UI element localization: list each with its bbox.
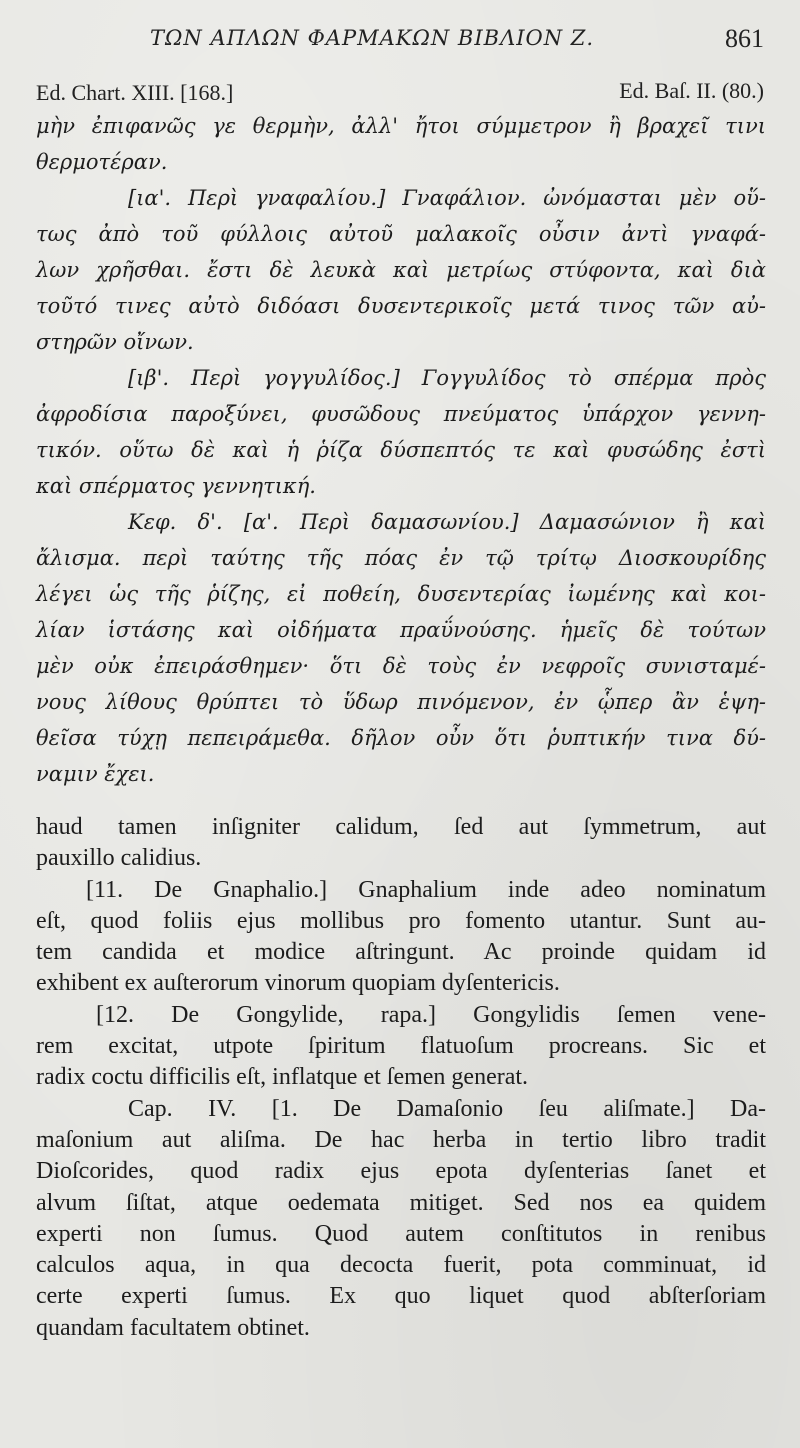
- greek-line: τως ἀπὸ τοῦ φύλλοις αὐτοῦ μαλακοῖς οὖσιν ἀντὶ γναφά-: [36, 222, 766, 246]
- greek-line: τοῦτό τινες αὐτὸ διδόασι δυσεντερικοῖς μετά τινος τῶν αὐ-: [36, 294, 766, 318]
- edition-reference-chartier: Ed. Chart. XIII. [168.]: [36, 80, 234, 105]
- greek-line: μὴν ἐπιφανῶς γε θερμὴν, ἀλλ' ἤτοι σύμμετρον ἢ βραχεῖ τινι: [36, 114, 766, 138]
- greek-line: λων χρῆσθαι. ἔστι δὲ λευκὰ καὶ μετρίως στύφοντα, καὶ διὰ: [36, 258, 766, 282]
- latin-line: radix coctu difficilis eſt, inflatque et ſemen generat.: [36, 1064, 529, 1091]
- latin-line: exhibent ex auſterorum vinorum quopiam dyſentericis.: [36, 970, 560, 997]
- greek-line: μὲν οὐκ ἐπειράσθημεν· ὅτι δὲ τοὺς ἐν νεφροῖς συνισταμέ-: [36, 654, 766, 678]
- latin-line: eſt, quod foliis ejus mollibus pro fomento utantur. Sunt au-: [36, 907, 766, 934]
- greek-line: Κεφ. δ'. [α'. Περὶ δαμασωνίου.] Δαμασώνιον ἢ καὶ: [128, 510, 766, 534]
- latin-line: alvum ſiſtat, atque oedemata mitiget. Sed nos ea quidem: [36, 1189, 766, 1216]
- latin-text-block: [36, 812, 766, 1344]
- greek-line: καὶ σπέρματος γεννητική.: [36, 474, 316, 498]
- latin-line: tem candida et modice aſtringunt. Ac proinde quidam id: [36, 939, 766, 966]
- greek-line: [ιβ'. Περὶ γογγυλίδος.] Γογγυλίδος τὸ σπέρμα πρὸς: [128, 366, 766, 390]
- latin-line: rem excitat, utpote ſpiritum flatuoſum procreans. Sic et: [36, 1033, 766, 1060]
- running-title: ΤΩΝ ΑΠΛΩΝ ΦΑΡΜΑΚΩΝ ΒΙΒΛΙΟΝ Ζ.: [150, 26, 595, 50]
- greek-line: θερμοτέραν.: [36, 150, 168, 174]
- latin-line: [12. De Gongylide, rapa.] Gongylidis ſemen vene-: [96, 1001, 766, 1028]
- page-number: 861: [725, 24, 764, 53]
- greek-line: [ια'. Περὶ γναφαλίου.] Γναφάλιον. ὠνόμασται μὲν οὕ-: [128, 186, 766, 210]
- latin-line: maſonium aut aliſma. De hac herba in tertio libro tradit: [36, 1126, 766, 1153]
- latin-line: certe experti ſumus. Ex quo liquet quod abſterſoriam: [36, 1283, 766, 1310]
- latin-line: pauxillo calidius.: [36, 845, 202, 872]
- latin-line: quandam facultatem obtinet.: [36, 1314, 310, 1341]
- latin-line: Dioſcorides, quod radix ejus epota dyſenterias ſanet et: [36, 1158, 766, 1185]
- greek-line: ναμιν ἔχει.: [36, 762, 155, 786]
- greek-line: τικόν. οὕτω δὲ καὶ ἡ ῥίζα δύσπεπτός τε καὶ φυσώδης ἐστὶ: [36, 438, 766, 462]
- greek-line: ἄλισμα. περὶ ταύτης τῆς πόας ἐν τῷ τρίτῳ Διοσκουρίδης: [36, 546, 766, 570]
- latin-line: experti non ſumus. Quod autem conſtitutos in renibus: [36, 1220, 766, 1247]
- latin-line: [11. De Gnaphalio.] Gnaphalium inde adeo nominatum: [86, 876, 766, 903]
- greek-line: στηρῶν οἴνων.: [36, 330, 194, 354]
- latin-line: calculos aqua, in qua decocta fuerit, pota comminuat, id: [36, 1252, 766, 1279]
- greek-line: ἀφροδίσια παροξύνει, φυσῶδους πνεύματος ὑπάρχον γεννη-: [36, 402, 766, 426]
- greek-line: θεῖσα τύχῃ πεπειράμεθα. δῆλον οὖν ὅτι ῥυπτικήν τινα δύ-: [36, 726, 766, 750]
- greek-line: νους λίθους θρύπτει τὸ ὕδωρ πινόμενον, ἐν ᾧπερ ἂν ἑψη-: [36, 690, 766, 714]
- greek-text-block: [36, 108, 766, 792]
- greek-line: λίαν ἱστάσης καὶ οἰδήματα πραΰνούσης. ἡμεῖς δὲ τούτων: [36, 618, 766, 642]
- latin-line: haud tamen inſigniter calidum, ſed aut ſymmetrum, aut: [36, 814, 766, 840]
- latin-line: Cap. IV. [1. De Damaſonio ſeu aliſmate.] Da-: [128, 1095, 766, 1122]
- greek-line: λέγει ὡς τῆς ῥίζης, εἰ ποθείη, δυσεντερίας ἰωμένης καὶ κοι-: [36, 582, 766, 606]
- edition-reference-basel: Ed. Baſ. II. (80.): [619, 78, 764, 103]
